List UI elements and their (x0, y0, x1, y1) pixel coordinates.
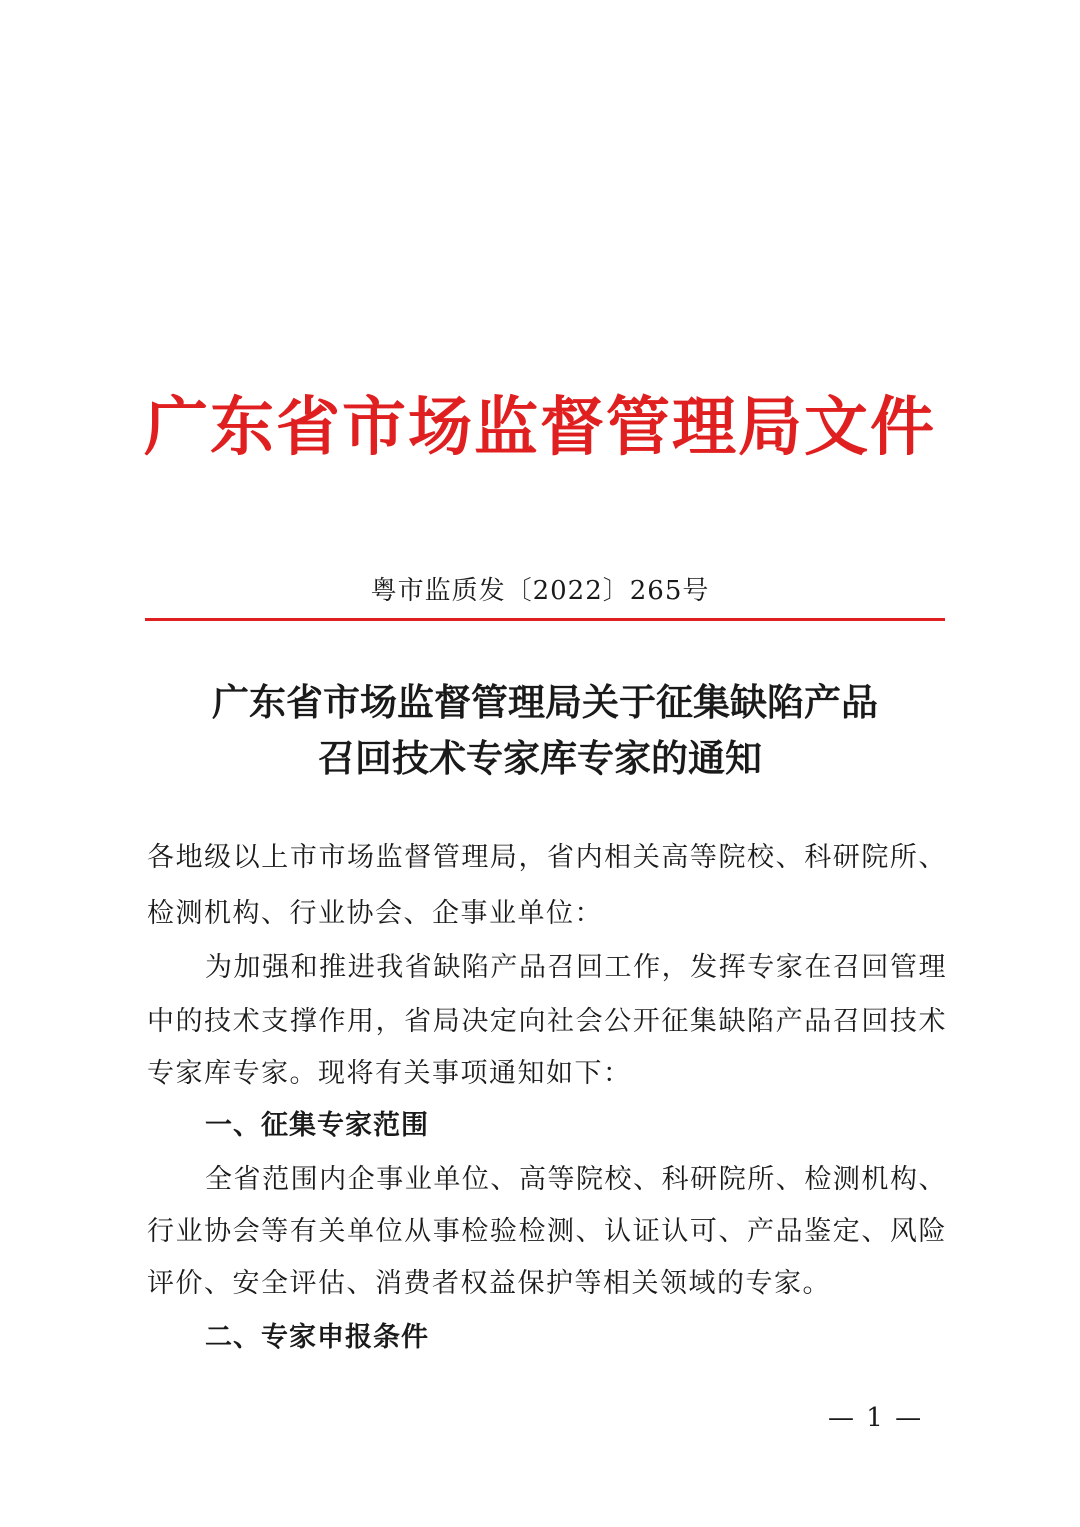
addressee-line-1: 各地级以上市市场监督管理局，省内相关高等院校、科研院所、 (147, 842, 947, 873)
section-1-heading: 一、征集专家范围 (205, 1110, 429, 1141)
section-1-line-3: 评价、安全评估、消费者权益保护等相关领域的专家。 (147, 1268, 831, 1299)
document-title-line-1: 广东省市场监督管理局关于征集缺陷产品 (212, 680, 878, 724)
section-2-heading: 二、专家申报条件 (205, 1322, 429, 1353)
intro-line-3: 专家库专家。现将有关事项通知如下： (147, 1058, 632, 1089)
addressee-line-2: 检测机构、行业协会、企事业单位： (147, 898, 603, 929)
document-title-line-2: 召回技术专家库专家的通知 (318, 736, 762, 780)
section-1-line-2: 行业协会等有关单位从事检验检测、认证认可、产品鉴定、风险 (147, 1216, 947, 1247)
document-masthead: 广东省市场监督管理局文件 (144, 390, 936, 465)
document-number: 粤市监质发〔2022〕265号 (370, 576, 710, 606)
intro-line-1: 为加强和推进我省缺陷产品召回工作，发挥专家在召回管理 (205, 952, 947, 983)
red-divider-line (145, 618, 945, 621)
section-1-line-1: 全省范围内企事业单位、高等院校、科研院所、检测机构、 (205, 1164, 947, 1195)
intro-line-2: 中的技术支撑作用，省局决定向社会公开征集缺陷产品召回技术 (147, 1006, 947, 1037)
page-number: — 1 — (828, 1403, 924, 1433)
